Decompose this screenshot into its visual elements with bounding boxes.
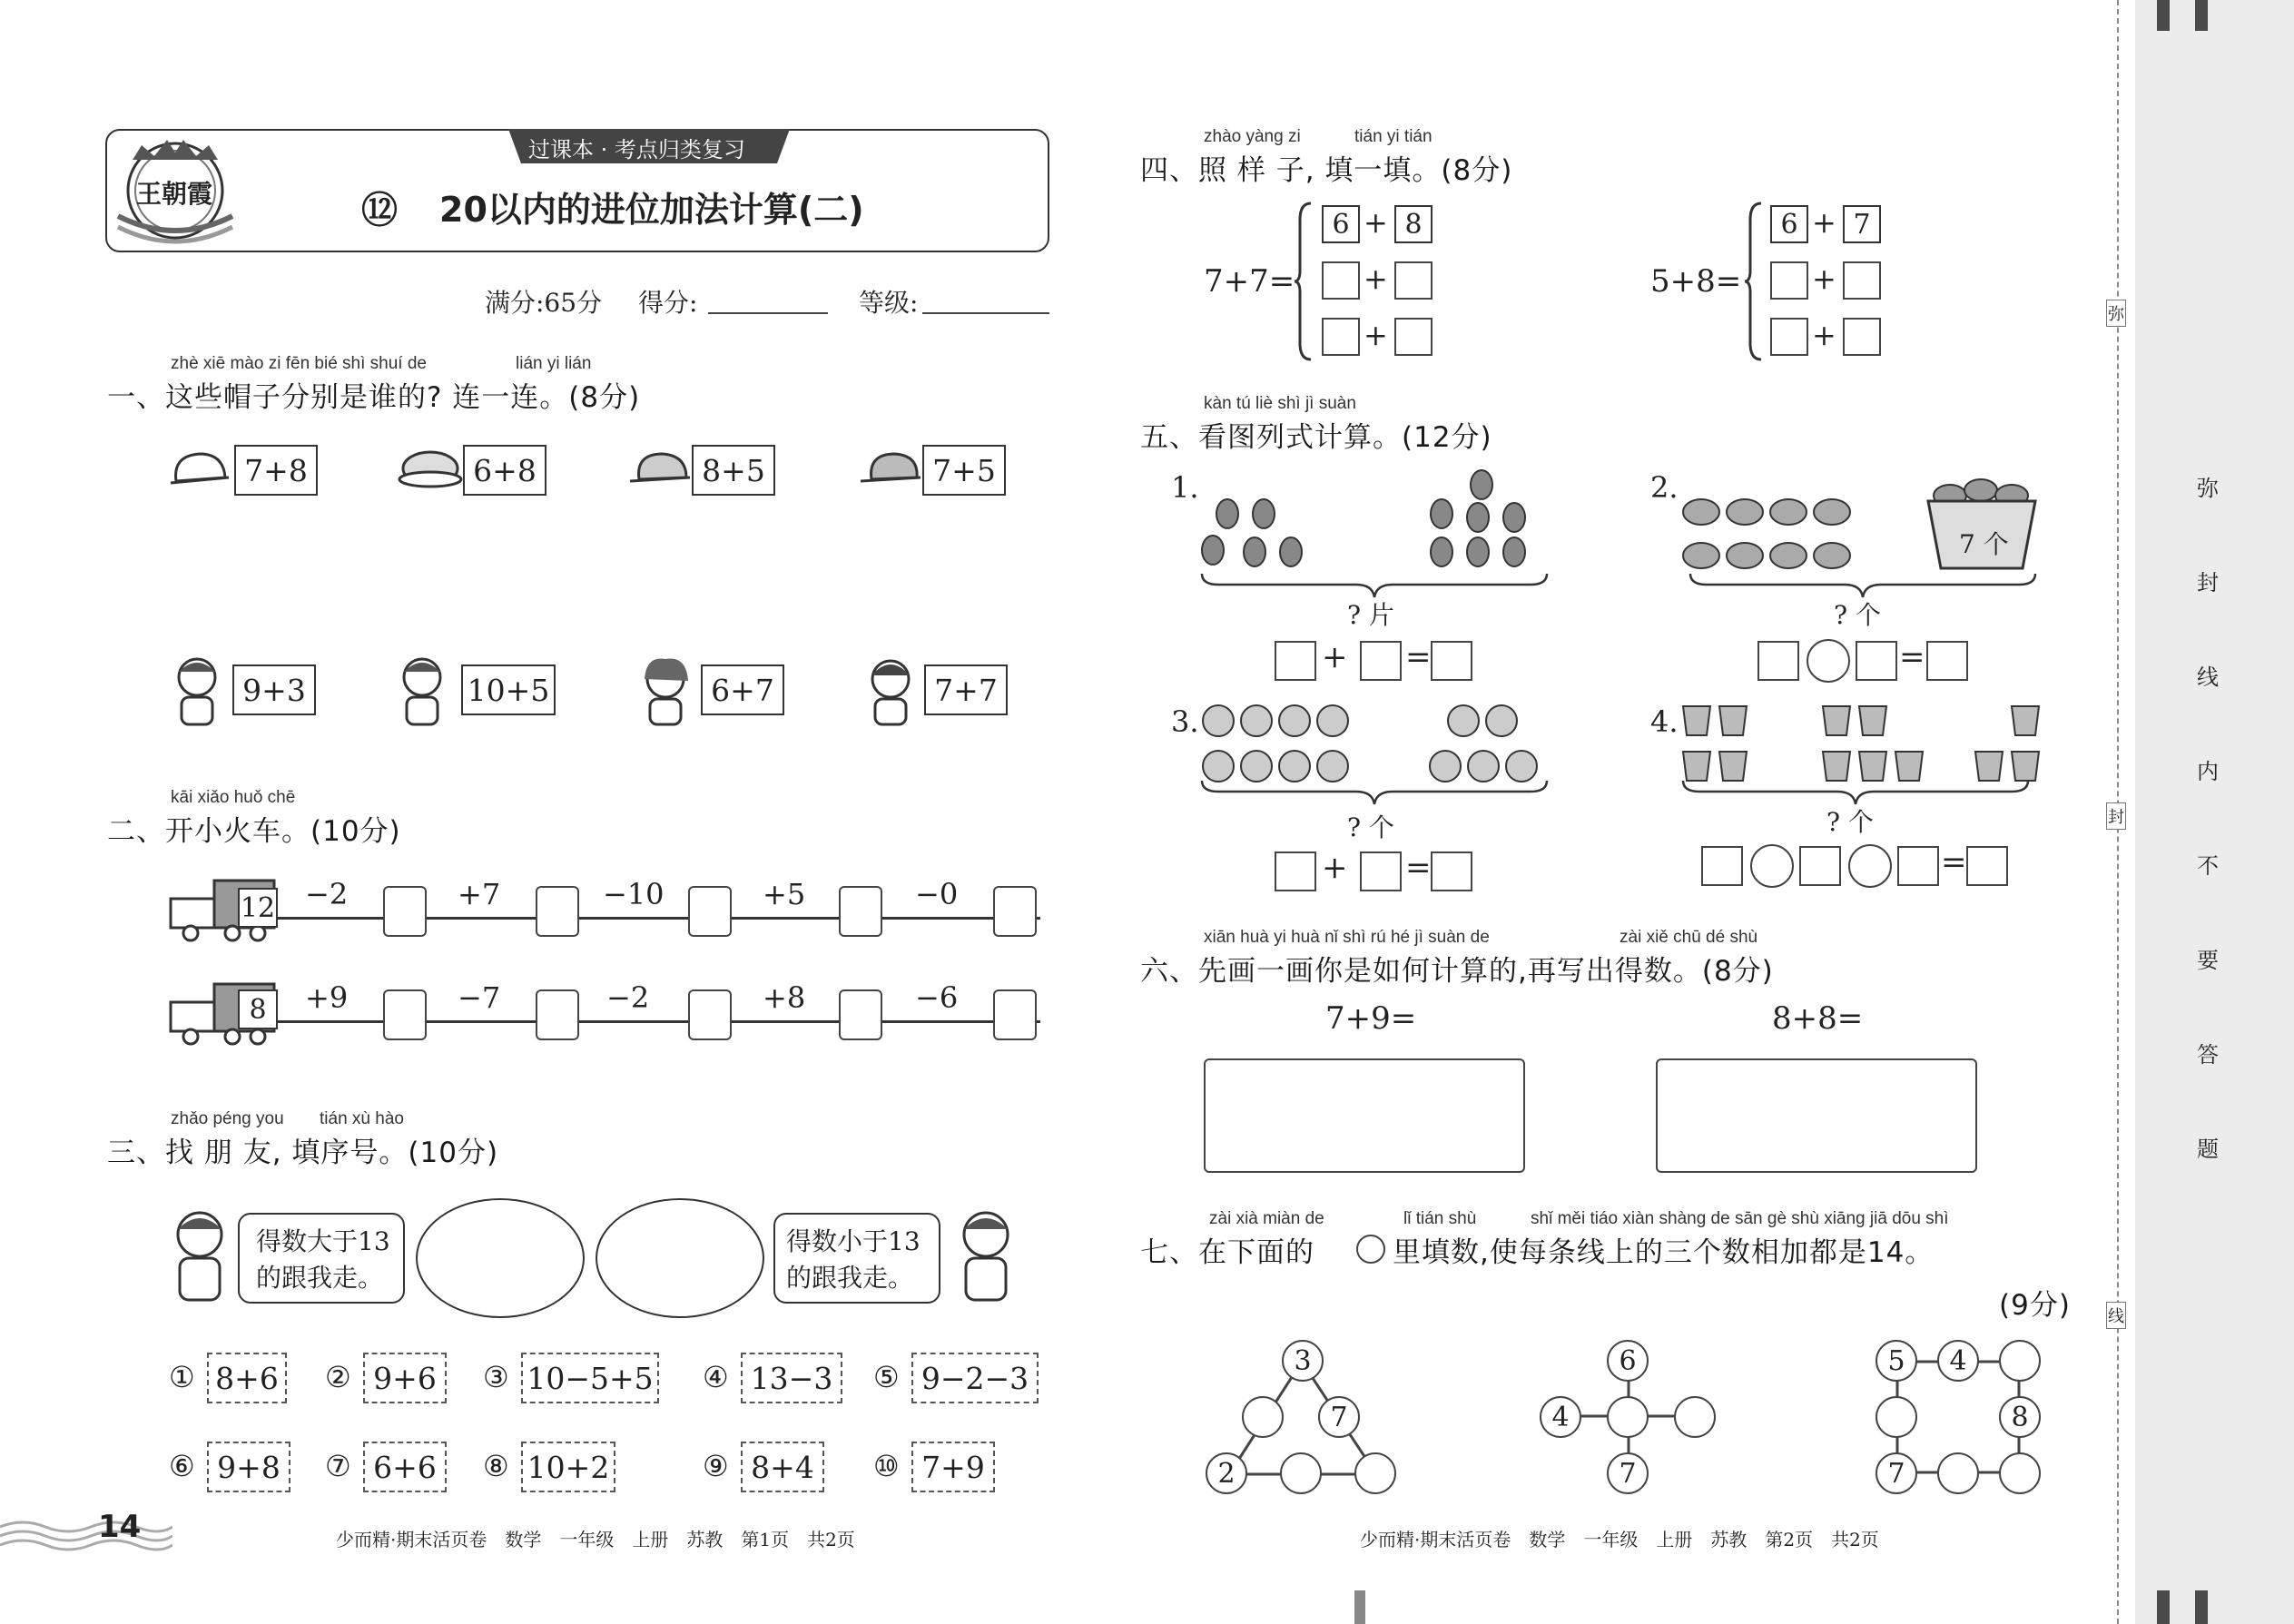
s7-title-a: 七、在下面的 (1140, 1236, 1314, 1269)
seal-mark: 封 (2106, 802, 2126, 830)
equals-sign: = (1405, 850, 1432, 886)
plus-sign: + (1812, 261, 1836, 296)
bubble-right-line2: 的跟我走。 (786, 1263, 914, 1293)
s4-right-b: 7 (1843, 205, 1881, 243)
train2-start: 8 (238, 989, 278, 1029)
apple-group-icon (1427, 701, 1551, 792)
s5-item-num: 1. (1171, 470, 1199, 505)
s5-operator-circle[interactable] (1807, 639, 1850, 683)
seal-mark: 弥 (2106, 300, 2126, 327)
hat-expr-4: 7+5 (922, 445, 1006, 496)
s5-question: ? 片 (1347, 600, 1394, 630)
boy-icon (169, 654, 225, 732)
s5-question: ? 个 (1826, 807, 1874, 837)
page-title: 20以内的进位加法计算(二) (439, 190, 864, 230)
s6-title: 六、先画一画你是如何计算的,再写出得数。(8分) (1140, 955, 1774, 988)
train2-car-2[interactable] (536, 989, 579, 1040)
triangle-node-right: 7 (1318, 1396, 1360, 1438)
boy-icon (950, 1207, 1020, 1311)
train2-car-1[interactable] (383, 989, 427, 1040)
s5-item-num: 3. (1171, 704, 1199, 739)
s5-blank[interactable] (1856, 641, 1897, 681)
item-expr-9: 8+4 (741, 1442, 824, 1492)
plus-sign: + (1364, 318, 1388, 352)
item-expr-7: 6+6 (363, 1442, 447, 1492)
s1-title: 一、这些帽子分别是谁的? 连一连。(8分) (107, 381, 641, 414)
triangle-node-top: 3 (1282, 1340, 1324, 1382)
seal-mark: 线 (2106, 1302, 2126, 1329)
s5-blank[interactable] (1360, 641, 1402, 681)
item-expr-3: 10−5+5 (521, 1353, 659, 1403)
s4-left-a: 6 (1322, 205, 1360, 243)
s3-pinyin-b: tián xù hào (320, 1109, 404, 1128)
kid-expr-4: 7+7 (924, 664, 1008, 715)
s1-pinyin-a: zhè xiē mào zi fēn bié shì shuí de (171, 354, 427, 373)
s5-blank[interactable] (1926, 641, 1968, 681)
item-num-2: ② (325, 1360, 351, 1394)
hat-icon (857, 447, 922, 494)
cross-node-blank[interactable] (1607, 1396, 1649, 1438)
train2-op-3: −2 (606, 980, 650, 1015)
hat-icon (626, 447, 692, 494)
margin-text: 内 (2197, 759, 2219, 784)
full-score: 满分:65分 (485, 288, 603, 318)
s7-title-b: 里填数,使每条线上的三个数相加都是14。 (1393, 1236, 1935, 1269)
square-node-bl: 7 (1876, 1452, 1917, 1494)
s4-left-blank[interactable] (1394, 318, 1433, 356)
train2-op-5: −6 (915, 980, 959, 1015)
item-expr-1: 8+6 (207, 1353, 287, 1403)
header-ribbon: 过课本 · 考点归类复习 (508, 129, 790, 165)
s5-question: ? 个 (1834, 600, 1881, 630)
square-node-blank[interactable] (1999, 1340, 2041, 1382)
s5-blank[interactable] (1431, 641, 1472, 681)
wave-decoration (0, 1518, 172, 1558)
s5-operator-circle[interactable] (1848, 844, 1892, 888)
s5-blank[interactable] (1431, 851, 1472, 891)
item-num-8: ⑧ (483, 1449, 509, 1483)
item-expr-4: 13−3 (741, 1353, 842, 1403)
bubble-left-line2: 的跟我走。 (256, 1263, 384, 1293)
margin-bar (2157, 1590, 2170, 1624)
s5-item-num: 4. (1650, 704, 1679, 739)
train2-car-5[interactable] (993, 989, 1037, 1040)
boy-icon (394, 654, 450, 732)
answer-oval-left[interactable] (416, 1198, 585, 1318)
cross-node-left: 4 (1540, 1396, 1581, 1438)
lesson-number: ⑫ (361, 190, 398, 231)
item-expr-2: 9+6 (363, 1353, 447, 1403)
plus-sign: + (1364, 205, 1388, 240)
s5-item-num: 2. (1650, 470, 1679, 505)
s5-blank[interactable] (1757, 641, 1799, 681)
item-expr-8: 10+2 (521, 1442, 615, 1492)
item-num-1: ① (169, 1360, 195, 1394)
equals-sign: = (1405, 639, 1432, 675)
square-node-blank[interactable] (1937, 1452, 1979, 1494)
margin-text: 题 (2197, 1137, 2219, 1162)
item-expr-10: 7+9 (911, 1442, 995, 1492)
s6-expr-1: 7+9= (1325, 1000, 1417, 1037)
group-brace (1200, 779, 1549, 810)
train1-start: 12 (238, 888, 278, 928)
brace (1293, 202, 1313, 365)
s5-blank[interactable] (1966, 846, 2008, 886)
train1-op-3: −10 (603, 877, 665, 911)
plus-sign: + (1812, 318, 1836, 352)
gutter-mark (1354, 1590, 1365, 1624)
s5-operator-circle[interactable] (1750, 844, 1794, 888)
score-label: 得分: (638, 288, 698, 318)
basket-label: 7 个 (1959, 529, 2009, 559)
train1-car-2[interactable] (536, 886, 579, 937)
margin-text: 弥 (2197, 476, 2219, 501)
s6-pinyin-b: zài xiě chū dé shù (1620, 928, 1758, 947)
circle-glyph-icon (1356, 1235, 1385, 1264)
cup-group-icon (1679, 701, 1752, 792)
margin-bar (2157, 0, 2170, 31)
train2-op-2: −7 (458, 980, 501, 1015)
margin-panel (2135, 0, 2294, 1624)
cross-node-bottom: 7 (1607, 1452, 1649, 1494)
footer-right: 少而精·期末活页卷 数学 一年级 上册 苏教 第2页 共2页 (1360, 1529, 1879, 1550)
s7-pinyin-b: lǐ tián shù (1403, 1209, 1477, 1228)
item-num-7: ⑦ (325, 1449, 351, 1483)
margin-text: 答 (2197, 1042, 2219, 1068)
girl-icon (861, 654, 921, 732)
square-node-mr: 8 (1999, 1396, 2041, 1438)
s5-blank[interactable] (1360, 851, 1402, 891)
item-expr-6: 9+8 (207, 1442, 290, 1492)
s5-title: 五、看图列式计算。(12分) (1140, 421, 1492, 454)
margin-text: 封 (2197, 570, 2219, 595)
hat-expr-3: 8+5 (692, 445, 775, 496)
logo-text: 王朝霞 (136, 179, 213, 209)
margin-text: 不 (2197, 853, 2219, 879)
s5-question: ? 个 (1347, 812, 1394, 842)
logo (114, 133, 236, 249)
train1-op-2: +7 (458, 877, 501, 911)
square-node-tm: 4 (1937, 1340, 1979, 1382)
s4-pinyin-a: zhào yàng zi (1204, 127, 1301, 146)
s4-right-blank[interactable] (1770, 261, 1808, 300)
brace (1743, 202, 1763, 365)
s4-right-blank[interactable] (1770, 318, 1808, 356)
footer-left: 少而精·期末活页卷 数学 一年级 上册 苏教 第1页 共2页 (336, 1529, 855, 1550)
hat-icon (167, 447, 231, 494)
margin-text: 线 (2197, 664, 2219, 690)
s4-title: 四、照 样 子, 填一填。(8分) (1140, 154, 1513, 187)
cup-group-icon (1972, 701, 2044, 792)
s3-pinyin-a: zhǎo péng you (171, 1109, 284, 1128)
answer-oval-right[interactable] (596, 1198, 764, 1318)
s4-right-blank[interactable] (1843, 261, 1881, 300)
item-num-3: ③ (483, 1360, 509, 1394)
kid-expr-1: 9+3 (232, 664, 316, 715)
item-num-5: ⑤ (873, 1360, 900, 1394)
equals-sign: = (1941, 844, 1967, 881)
kid-expr-3: 6+7 (701, 664, 784, 715)
cup-group-icon (1819, 701, 1928, 792)
item-num-4: ④ (703, 1360, 729, 1394)
bubble-left-line1: 得数大于13 (256, 1226, 390, 1256)
cross-node-blank[interactable] (1674, 1396, 1716, 1438)
s6-draw-area-2[interactable] (1656, 1058, 1977, 1173)
s5-blank[interactable] (1799, 846, 1841, 886)
cross-node-top: 6 (1607, 1340, 1649, 1382)
square-node-blank[interactable] (1999, 1452, 2041, 1494)
triangle-node-blank[interactable] (1354, 1452, 1396, 1494)
s4-left-b: 8 (1394, 205, 1433, 243)
train1-op-4: +5 (763, 877, 806, 911)
s4-left-expr: 7+7= (1204, 263, 1295, 300)
page-number: 14 (98, 1509, 142, 1545)
train2-car-4[interactable] (839, 989, 882, 1040)
s4-left-blank[interactable] (1322, 261, 1360, 300)
s5-blank[interactable] (1701, 846, 1743, 886)
item-num-6: ⑥ (169, 1449, 195, 1483)
bubble-right-line1: 得数小于13 (786, 1226, 921, 1256)
s4-right-blank[interactable] (1843, 318, 1881, 356)
s4-pinyin-b: tián yi tián (1354, 127, 1433, 146)
train1-car-1[interactable] (383, 886, 427, 937)
s1-pinyin-b: lián yi lián (516, 354, 592, 373)
hat-expr-2: 6+8 (463, 445, 546, 496)
s4-left-blank[interactable] (1322, 318, 1360, 356)
plus-sign: + (1364, 261, 1388, 296)
equals-sign: = (1899, 639, 1925, 675)
margin-text: 要 (2197, 948, 2219, 973)
s4-right-expr: 5+8= (1650, 263, 1742, 300)
s7-pinyin-a: zài xià miàn de (1209, 1209, 1324, 1228)
leaf-group-icon (1200, 497, 1318, 574)
triangle-node-blank[interactable] (1242, 1396, 1284, 1438)
triangle-node-blank[interactable] (1280, 1452, 1322, 1494)
apple-group-icon (1200, 701, 1364, 792)
item-num-9: ⑨ (703, 1449, 729, 1483)
s4-left-blank[interactable] (1394, 261, 1433, 300)
plus-sign: + (1812, 205, 1836, 240)
square-node-tl: 5 (1876, 1340, 1917, 1382)
train2-op-1: +9 (305, 980, 349, 1015)
s7-points: (9分) (1999, 1289, 2071, 1322)
s6-expr-2: 8+8= (1772, 1000, 1864, 1037)
train2-op-4: +8 (763, 980, 806, 1015)
s5-pinyin: kàn tú liè shì jì suàn (1204, 394, 1356, 413)
item-expr-5: 9−2−3 (911, 1353, 1039, 1403)
basket-icon (1923, 468, 2041, 577)
score-field[interactable] (708, 312, 828, 314)
train1-car-3[interactable] (688, 886, 732, 937)
plus-sign: + (1322, 639, 1348, 675)
s3-title: 三、找 朋 友, 填序号。(10分) (107, 1137, 499, 1169)
hat-expr-1: 7+8 (234, 445, 318, 496)
s6-pinyin-a: xiān huà yi huà nǐ shì rú hé jì suàn de (1204, 928, 1490, 947)
leaf-group-icon (1427, 467, 1536, 574)
grade-label: 等级: (859, 288, 919, 318)
kid-expr-2: 10+5 (461, 664, 556, 715)
train2-car-3[interactable] (688, 989, 732, 1040)
watermelon-group-icon (1681, 492, 1863, 579)
margin-bar (2195, 0, 2208, 31)
margin-bar (2195, 1590, 2208, 1624)
plus-sign: + (1322, 850, 1348, 886)
s5-blank[interactable] (1275, 851, 1316, 891)
square-node-blank[interactable] (1876, 1396, 1917, 1438)
grade-field[interactable] (922, 312, 1049, 314)
hat-icon (398, 443, 463, 494)
s5-blank[interactable] (1897, 846, 1939, 886)
train1-op-5: −0 (915, 877, 959, 911)
s2-title: 二、开小火车。(10分) (107, 815, 401, 848)
s5-blank[interactable] (1275, 641, 1316, 681)
train1-op-1: −2 (305, 877, 349, 911)
s6-draw-area-1[interactable] (1204, 1058, 1525, 1173)
triangle-node-bottomleft: 2 (1206, 1452, 1247, 1494)
s2-pinyin: kāi xiǎo huǒ chē (171, 788, 296, 807)
s7-pinyin-c: shǐ měi tiáo xiàn shàng de sān gè shù xiāng jiā dōu shì (1531, 1209, 1949, 1228)
girl-icon (635, 654, 695, 732)
train1-car-4[interactable] (839, 886, 882, 937)
boy-icon (165, 1207, 236, 1311)
train1-car-5[interactable] (993, 886, 1037, 937)
item-num-10: ⑩ (873, 1449, 900, 1483)
s4-right-a: 6 (1770, 205, 1808, 243)
